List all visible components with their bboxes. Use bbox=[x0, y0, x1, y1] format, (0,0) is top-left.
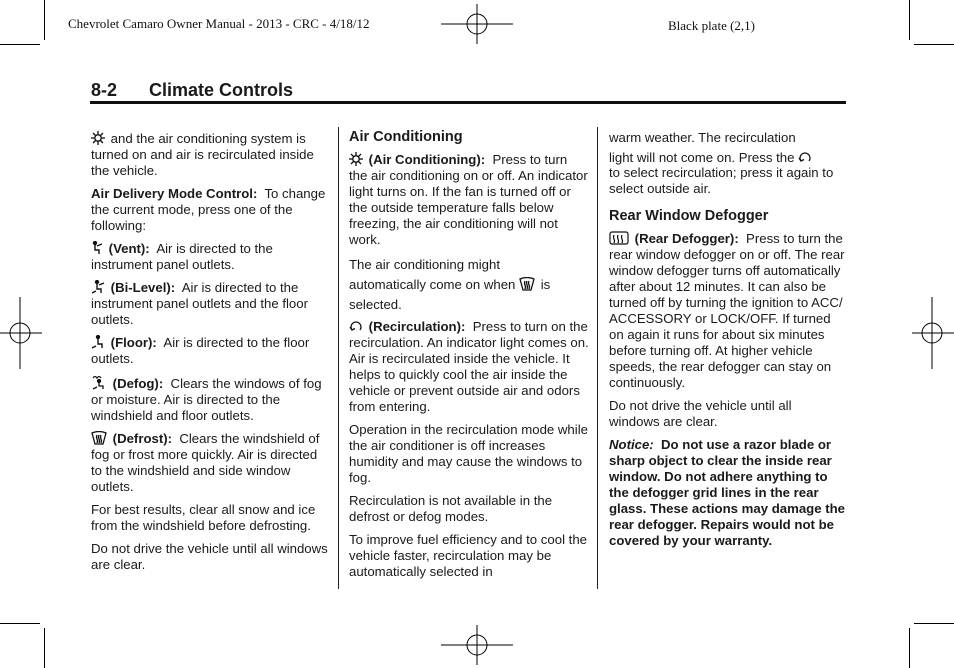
text: The air conditioning might bbox=[349, 257, 501, 272]
term: Air Delivery Mode Control: bbox=[91, 186, 258, 201]
defrost-icon bbox=[91, 431, 107, 445]
term: (Bi-Level): bbox=[110, 280, 176, 295]
text: and the air conditioning system is turned on and air is recirculated inside the vehicle. bbox=[91, 131, 314, 178]
manual-title: Chevrolet Camaro Owner Manual - 2013 - CRC - 4/18/12 bbox=[68, 16, 370, 31]
term: (Vent): bbox=[108, 241, 150, 256]
crop-mark bbox=[44, 628, 45, 668]
text: Clears the windshield of fog or frost more quickly. Air is directed to the windshield and side window outlets. bbox=[91, 431, 320, 494]
rear-defogger-icon bbox=[609, 231, 629, 245]
text: To change the current mode, press one of the following: bbox=[91, 186, 326, 233]
term: (Floor): bbox=[110, 335, 157, 350]
paragraph: Operation in the recirculation mode while the air conditioner is off increases humidity and may cause the windows to fog. bbox=[349, 422, 588, 485]
text: automatically come on when bbox=[349, 277, 516, 292]
registration-mark-icon bbox=[441, 4, 513, 44]
text: Press to turn on the recirculation. An indicator light comes on. Air is recirculated inside the vehicle. It helps to quickly cool the air inside the vehicle or prevent outside air and odors from entering. bbox=[349, 319, 589, 414]
bi-level-mode-icon bbox=[91, 280, 105, 294]
subsection-heading: Rear Window Defogger bbox=[609, 208, 769, 224]
page-number: 8-2 bbox=[91, 80, 118, 100]
text: Press to turn the air conditioning on or off. An indicator light turns on. If the fan is turned off or the outside temperature falls below freezing, the air conditioning will not work. bbox=[349, 152, 588, 247]
column-3 bbox=[609, 128, 845, 556]
snowflake-icon bbox=[349, 152, 363, 166]
paragraph: Do not drive the vehicle until all windows are clear. bbox=[609, 398, 792, 429]
defrost-icon bbox=[519, 277, 535, 291]
recirculation-icon bbox=[349, 320, 363, 333]
text: light will not come on. Press the bbox=[609, 150, 795, 165]
column-1 bbox=[91, 131, 329, 580]
text: is selected. bbox=[349, 277, 551, 312]
registration-mark-icon bbox=[0, 297, 42, 369]
paragraph bbox=[609, 231, 845, 391]
crop-mark bbox=[0, 623, 40, 624]
text: Air is directed to the instrument panel outlets. bbox=[91, 241, 273, 272]
paragraph bbox=[349, 152, 589, 248]
column-2 bbox=[349, 128, 589, 587]
paragraph: Recirculation is not available in the defrost or defog modes. bbox=[349, 493, 553, 524]
floor-mode-icon bbox=[91, 335, 105, 349]
snowflake-icon bbox=[91, 131, 105, 145]
paragraph bbox=[609, 128, 845, 168]
term: (Defog): bbox=[112, 376, 164, 391]
paragraph: to select recirculation; press it again to select outside air. bbox=[609, 165, 834, 196]
crop-mark bbox=[0, 44, 40, 45]
notice-label: Notice: bbox=[609, 437, 654, 452]
crop-mark bbox=[909, 0, 910, 40]
crop-mark bbox=[914, 623, 954, 624]
paragraph bbox=[91, 241, 329, 273]
notice-text: Do not use a razor blade or sharp object to clear the inside rear window. Do not adhere anything to the defogger grid lines in the rear glass. These actions may damage the rear defogger. Repairs would not be covered by your warranty. bbox=[609, 437, 846, 548]
paragraph bbox=[91, 131, 329, 179]
crop-mark bbox=[44, 0, 45, 40]
crop-mark bbox=[914, 44, 954, 45]
crop-mark bbox=[909, 628, 910, 668]
paragraph: To improve fuel efficiency and to cool the vehicle faster, recirculation may be automatically selected in bbox=[349, 532, 587, 579]
term: (Recirculation): bbox=[368, 319, 466, 334]
page-title bbox=[91, 80, 293, 101]
text: Air is directed to the instrument panel outlets and the floor outlets. bbox=[91, 280, 308, 327]
paragraph bbox=[91, 374, 329, 424]
term: (Air Conditioning): bbox=[368, 152, 486, 167]
paragraph bbox=[91, 186, 329, 234]
paragraph bbox=[349, 255, 589, 315]
text: Press to turn the rear window defogger on or off. The rear window defogger turns off automatically after about 12 minutes. It can also be turned off by turning the ignition to ACC/ ACCESSORY or LOCK/OFF. If turned on again it runs for about six minutes before turning off. At higher vehicle speeds, the rear defogger can stay on continuously. bbox=[609, 231, 845, 390]
recirculation-icon bbox=[798, 151, 812, 164]
plate-label: Black plate (2,1) bbox=[668, 18, 755, 33]
paragraph bbox=[91, 280, 329, 328]
section-title: Climate Controls bbox=[149, 80, 294, 100]
term: (Rear Defogger): bbox=[634, 231, 739, 246]
defog-mode-icon bbox=[91, 374, 107, 390]
text: warm weather. The recirculation bbox=[609, 130, 796, 145]
paragraph bbox=[91, 431, 329, 495]
title-rule bbox=[90, 101, 846, 104]
paragraph bbox=[349, 319, 589, 415]
registration-mark-icon bbox=[441, 625, 513, 665]
paragraph: For best results, clear all snow and ice from the windshield before defrosting. bbox=[91, 502, 316, 533]
term: (Defrost): bbox=[112, 431, 173, 446]
paragraph bbox=[91, 335, 329, 367]
text: Clears the windows of fog or moisture. Air is directed to the windshield and floor outlets. bbox=[91, 376, 322, 423]
column-divider bbox=[338, 127, 339, 589]
column-divider bbox=[597, 127, 598, 589]
subsection-heading: Air Conditioning bbox=[349, 129, 463, 145]
registration-mark-icon bbox=[912, 297, 954, 369]
notice bbox=[609, 437, 845, 549]
text: Air is directed to the floor outlets. bbox=[91, 335, 310, 366]
paragraph: Do not drive the vehicle until all windows are clear. bbox=[91, 541, 328, 572]
vent-mode-icon bbox=[91, 241, 103, 255]
